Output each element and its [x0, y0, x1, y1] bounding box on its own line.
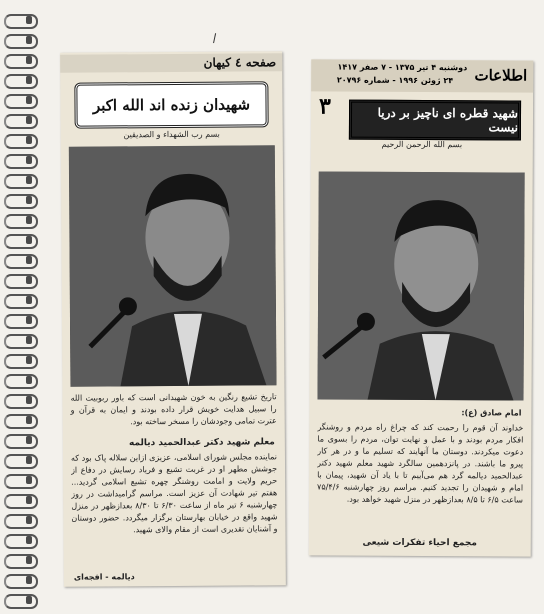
newspaper-name: کیهان	[203, 55, 231, 70]
spiral-ring	[4, 554, 38, 569]
spiral-ring	[4, 34, 38, 49]
punch-hole	[26, 536, 32, 544]
punch-hole	[26, 276, 32, 284]
punch-hole	[26, 176, 32, 184]
clipping-header	[60, 53, 282, 73]
punch-hole	[26, 476, 32, 484]
header-date: دوشنبه ۴ تیر ۱۳۷۵ - ۷ صفر ۱۴۱۷	[337, 62, 468, 73]
punch-hole	[26, 576, 32, 584]
body-text: نماینده مجلس شورای اسلامی، عزیزی ازاین سلاله پاک بود که جوشش مطهر او در غربت تشیع و فریاد رسایش در دفاع از حریم ولایت و امامت روشنگر چهره تشیع اسلامی گردید... هفتم تیر شهادت آن عزیز است. مراسم گرامیداشت در روز چهارشنبه ۶ تیر ماه از ساعت ۶/۳۰ تا ۸/۳۰ بعدازظهر در منزل شهید واقع در خیابان بهارستان برگزار میگردد. حضور دوستان و آشنایان تقدیری است از مقام والای شهید.	[70, 452, 278, 535]
portrait-photo	[69, 145, 277, 386]
spiral-ring	[4, 594, 38, 609]
punch-hole	[26, 156, 32, 164]
quote-source: امام صادق (ع):	[461, 408, 522, 418]
punch-hole	[26, 596, 32, 604]
punch-hole	[26, 136, 32, 144]
spiral-ring	[4, 494, 38, 509]
banner-text: شهیدان زنده اند الله اکبر	[92, 95, 251, 115]
punch-hole	[26, 56, 32, 64]
spiral-ring	[4, 214, 38, 229]
spiral-ring	[4, 454, 38, 469]
spiral-ring	[4, 394, 38, 409]
punch-hole	[26, 236, 32, 244]
spiral-ring	[4, 154, 38, 169]
spiral-ring	[4, 574, 38, 589]
page-number: ۳	[318, 93, 331, 120]
spiral-ring	[4, 474, 38, 489]
portrait-illustration	[318, 171, 525, 400]
newspaper-name: اطلاعات	[474, 66, 528, 85]
punch-hole	[26, 396, 32, 404]
punch-hole	[26, 496, 32, 504]
spiral-ring	[4, 434, 38, 449]
punch-hole	[26, 216, 32, 224]
subtitle: بسم رب الشهداء و الصدیقین	[123, 129, 220, 140]
spiral-ring	[4, 174, 38, 189]
title-banner	[349, 100, 521, 141]
newspaper-clipping-ettelaat	[309, 59, 534, 556]
bismillah: بسم الله الرحمن الرحیم	[381, 139, 463, 150]
punch-hole	[26, 16, 32, 24]
punch-hole	[26, 196, 32, 204]
spiral-ring	[4, 234, 38, 249]
spiral-ring	[4, 134, 38, 149]
spiral-ring	[4, 294, 38, 309]
spiral-ring	[4, 114, 38, 129]
header-issue: ۲۴ ژوئن ۱۹۹۶ - شماره ۲۰۷۹۶	[336, 75, 454, 86]
pen-mark	[213, 33, 224, 45]
portrait-illustration	[69, 145, 277, 386]
spiral-ring	[4, 14, 38, 29]
punch-hole	[26, 456, 32, 464]
spiral-ring	[4, 194, 38, 209]
banner-text: شهید قطره ای ناچیز بر دریا نیست	[377, 105, 519, 135]
spiral-binding	[0, 0, 36, 614]
punch-hole	[26, 96, 32, 104]
punch-hole	[26, 296, 32, 304]
spiral-ring	[4, 534, 38, 549]
punch-hole	[26, 436, 32, 444]
signature: دیالمه - افجه‌ای	[73, 572, 135, 582]
newspaper-clipping-kayhan	[60, 51, 286, 587]
title-banner	[74, 81, 268, 128]
page-number: صفحه ٤	[235, 55, 277, 70]
page-label	[204, 55, 277, 70]
intro-paragraph: تاریخ تشیع رنگین به خون شهیدانی است که باور ربوبیت الله را سبیل هدایت خویش قرار داده بودند و ایمان به قرآن و عترت تمامی وجودشان را مسخر ساخته بود.	[70, 392, 277, 427]
section-title: معلم شهید دکتر عبدالحمید دیالمه	[128, 437, 275, 449]
punch-hole	[26, 36, 32, 44]
spiral-ring	[4, 254, 38, 269]
spiral-ring	[4, 74, 38, 89]
punch-hole	[26, 376, 32, 384]
punch-hole	[26, 356, 32, 364]
spiral-ring	[4, 54, 38, 69]
spiral-ring	[4, 314, 38, 329]
punch-hole	[26, 556, 32, 564]
spiral-ring	[4, 514, 38, 529]
punch-hole	[26, 416, 32, 424]
body-text: خداوند آن قوم را رحمت کند که چراغ راه مردم و روشنگر افکار مردم بودند و با عمل و نهایت توان، مردم را بسوی ما دعوت میکردند. دوستان ما آنهایند که تسلیم ما و در هر کار پیرو ما باشند. در پانزدهمین سالگرد شهید معلم شهید دکتر عبدالحمید دیالمه گرد هم می‌آییم تا با یاد آن شهید، پیمان با امام و شهیدان را تجدید کنیم. مراسم روز چهارشنبه ۷۵/۴/۶ ساعت ۶/۵ تا ۸/۵ بعدازظهر در منزل شهید خواهد بود.	[317, 422, 524, 505]
spiral-ring	[4, 274, 38, 289]
spiral-ring	[4, 354, 38, 369]
punch-hole	[26, 256, 32, 264]
signature: مجمع احیاء تفکرات شیعی	[362, 537, 477, 549]
punch-hole	[26, 316, 32, 324]
punch-hole	[26, 76, 32, 84]
punch-hole	[26, 516, 32, 524]
clipping-header	[311, 59, 533, 92]
punch-hole	[26, 116, 32, 124]
punch-hole	[26, 336, 32, 344]
spiral-ring	[4, 374, 38, 389]
spiral-ring	[4, 94, 38, 109]
spiral-ring	[4, 414, 38, 429]
portrait-photo	[318, 171, 525, 400]
spiral-ring	[4, 334, 38, 349]
